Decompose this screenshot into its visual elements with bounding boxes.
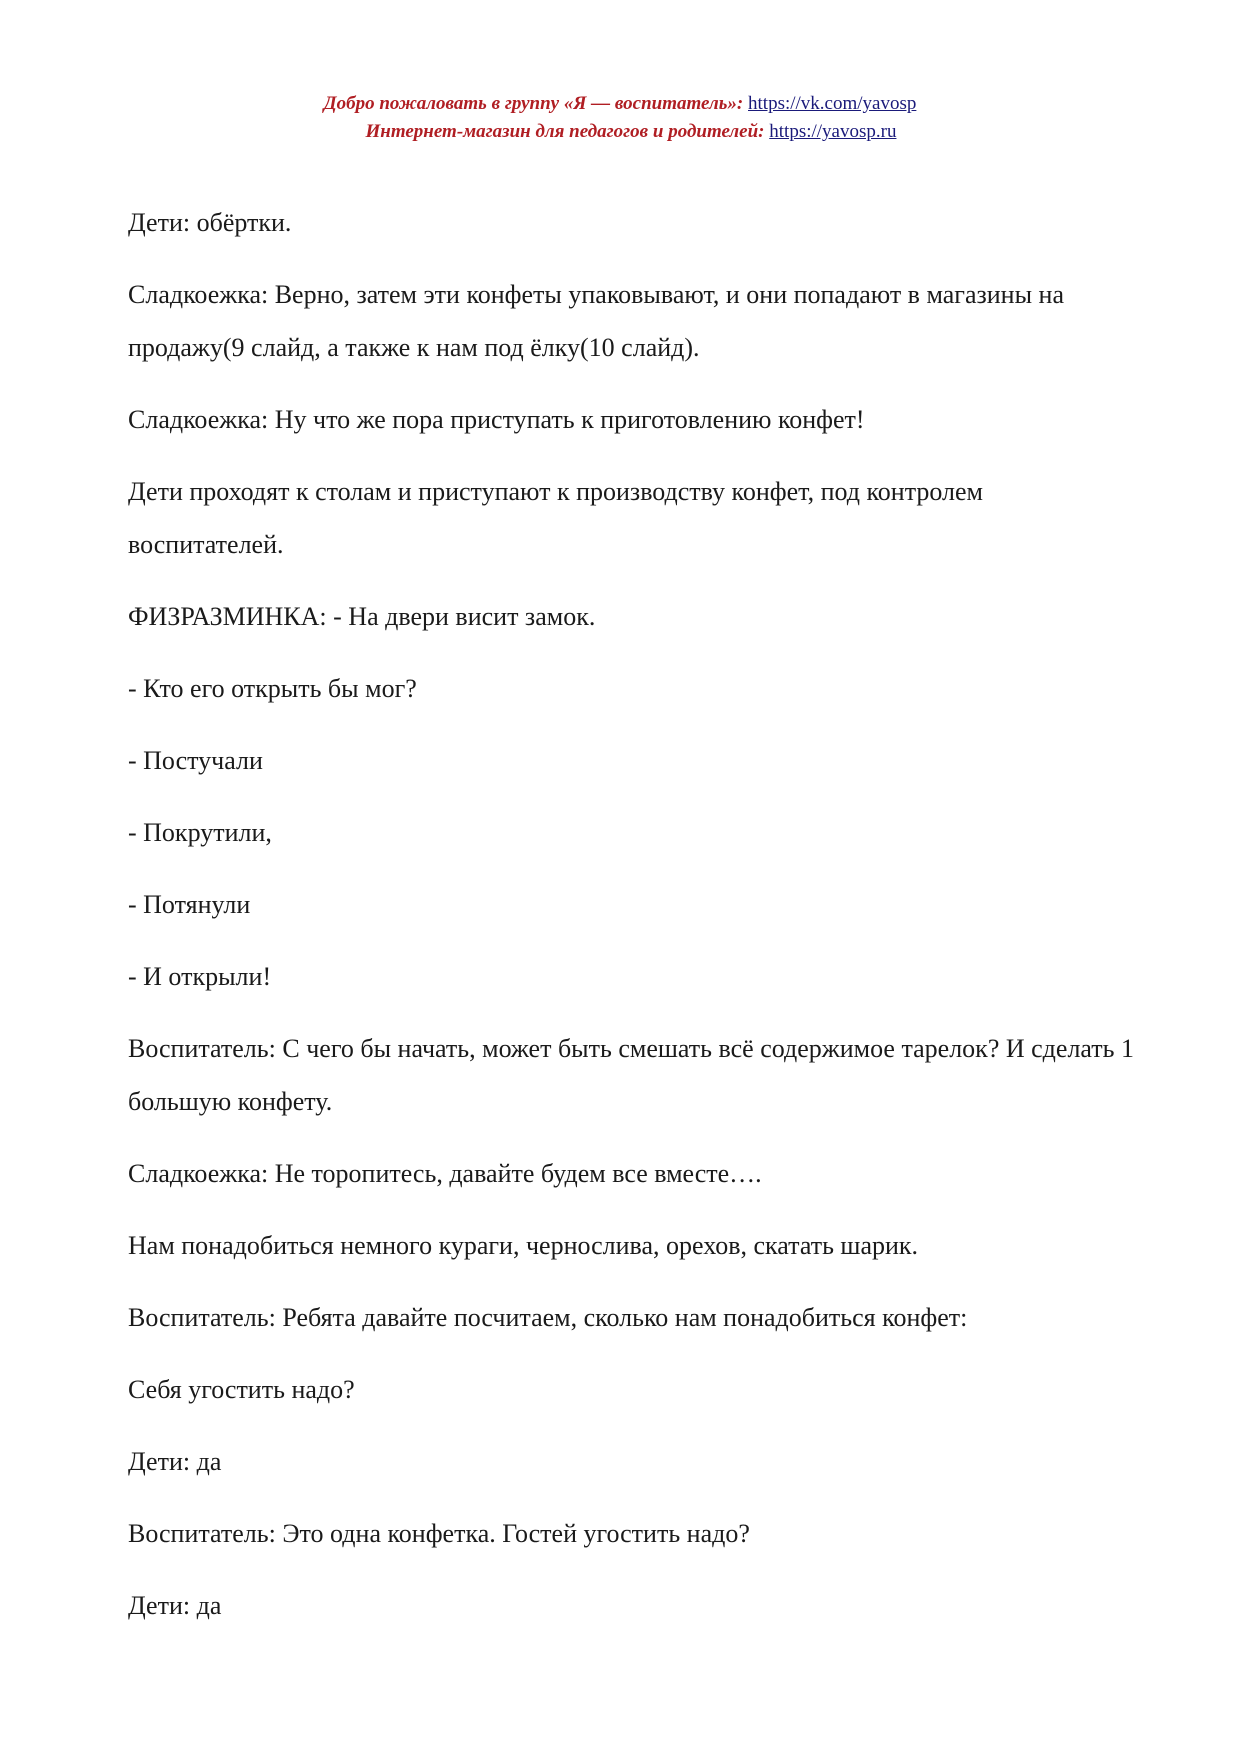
- group-link[interactable]: https://vk.com/yavosp: [748, 93, 917, 114]
- paragraph: Дети проходят к столам и приступают к производству конфет, под контролем воспитателей.: [128, 477, 984, 559]
- page-header: [0, 90, 1240, 146]
- paragraph: - Потянули: [128, 890, 251, 919]
- paragraph: Дети: обёртки.: [128, 208, 292, 237]
- paragraph: Нам понадобиться немного кураги, чернослива, орехов, скатать шарик.: [128, 1231, 919, 1260]
- paragraph: Дети: да: [128, 1591, 222, 1620]
- header-shop-line: [0, 118, 1240, 146]
- paragraph: Воспитатель: Ребята давайте посчитаем, сколько нам понадобиться конфет:: [128, 1303, 968, 1332]
- paragraph: Дети: да: [128, 1447, 222, 1476]
- paragraph: - Кто его открыть бы мог?: [128, 674, 417, 703]
- paragraph: Воспитатель: С чего бы начать, может быть смешать всё содержимое тарелок? И сделать 1 большую конфету.: [128, 1034, 1135, 1116]
- paragraph: Сладкоежка: Ну что же пора приступать к приготовлению конфет!: [128, 405, 865, 434]
- document-body: [128, 196, 1138, 1651]
- paragraph: Воспитатель: Это одна конфетка. Гостей угостить надо?: [128, 1519, 750, 1548]
- paragraph: Себя угостить надо?: [128, 1375, 355, 1404]
- header-group-line: [0, 90, 1240, 118]
- paragraph: - И открыли!: [128, 962, 272, 991]
- shop-invite-text: Интернет-магазин для педагогов и родителей:: [365, 121, 765, 142]
- paragraph: - Постучали: [128, 746, 263, 775]
- paragraph: Сладкоежка: Не торопитесь, давайте будем все вместе….: [128, 1159, 762, 1188]
- paragraph: - Покрутили,: [128, 818, 272, 847]
- paragraph: Сладкоежка: Верно, затем эти конфеты упаковывают, и они попадают в магазины на продажу(9 слайд, а также к нам под ёлку(10 слайд).: [128, 280, 1064, 362]
- paragraph: ФИЗРАЗМИНКА: - На двери висит замок.: [128, 602, 596, 631]
- shop-link[interactable]: https://yavosp.ru: [769, 121, 897, 142]
- group-invite-text: Добро пожаловать в группу «Я — воспитатель»:: [323, 93, 744, 114]
